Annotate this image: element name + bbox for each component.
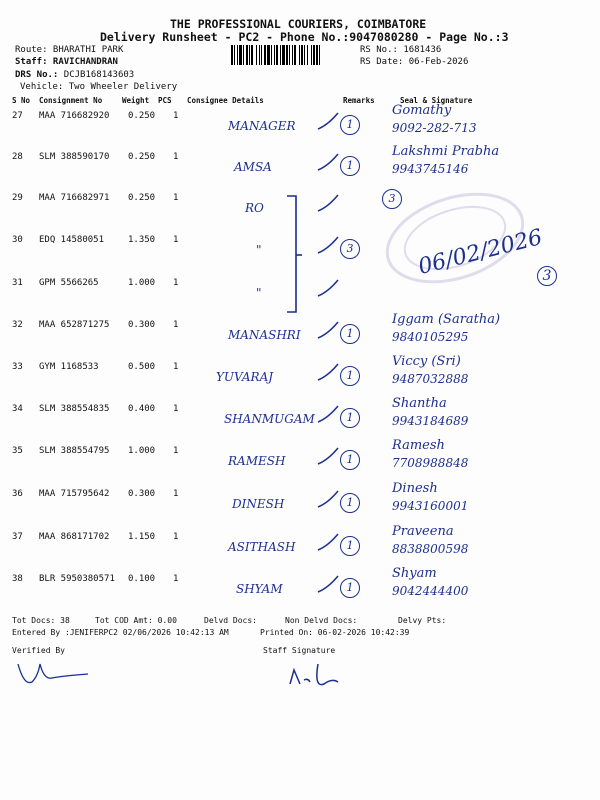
cell-sno: 31 <box>12 278 23 288</box>
cell-sno: 36 <box>12 489 23 499</box>
printed-on: Printed On: 06-02-2026 10:42:39 <box>260 628 410 637</box>
tot-docs: Tot Docs: 38 <box>12 616 70 625</box>
cell-consignment: MAA 652871275 <box>39 320 110 330</box>
drs-value: DCJB168143603 <box>63 70 135 80</box>
cell-consignment: GYM 1168533 <box>39 362 99 372</box>
cell-consignment: BLR 5950380571 <box>39 574 115 584</box>
consignee-handwriting: YUVARAJ <box>216 370 274 384</box>
cell-weight: 0.300 <box>128 489 156 499</box>
col-pcs: PCS <box>158 96 172 105</box>
cell-pcs: 1 <box>173 152 179 162</box>
signature-phone: 9487032888 <box>392 372 469 386</box>
cell-pcs: 1 <box>173 362 179 372</box>
signature-name: Lakshmi Prabha <box>392 144 500 159</box>
consignee-handwriting: MANAGER <box>228 119 296 133</box>
col-weight: Weight <box>122 96 150 105</box>
cell-weight: 0.250 <box>128 111 156 121</box>
cell-weight: 0.250 <box>128 152 156 162</box>
remark-circle: 3 <box>382 189 402 209</box>
cell-sno: 34 <box>12 404 23 414</box>
delivery-date-signature: 06/02/2026 <box>415 225 545 280</box>
verifier-signature <box>18 664 88 683</box>
cell-sno: 30 <box>12 235 23 245</box>
consignee-handwriting: MANASHRI <box>228 328 301 342</box>
signature-name: Viccy (Sri) <box>392 354 461 369</box>
consignee-handwriting: RAMESH <box>228 454 286 468</box>
delvd-docs: Delvd Docs: <box>204 616 257 625</box>
cell-pcs: 1 <box>173 446 179 456</box>
company-name: THE PROFESSIONAL COURIERS, COIMBATORE <box>170 17 427 31</box>
cell-consignment: SLM 388554795 <box>39 446 110 456</box>
cell-consignment: MAA 715795642 <box>39 489 110 499</box>
cell-weight: 0.300 <box>128 320 156 330</box>
signature-phone: 9092-282-713 <box>392 121 477 135</box>
staff: Staff: RAVICHANDRAN <box>15 57 118 67</box>
vehicle: Vehicle: Two Wheeler Delivery <box>20 82 178 92</box>
signature-phone: 9840105295 <box>392 330 469 344</box>
cell-pcs: 1 <box>173 235 179 245</box>
remark-circle: 1 <box>340 366 360 386</box>
cell-consignment: EDQ 14580051 <box>39 235 105 245</box>
staff-signature-label: Staff Signature <box>263 646 336 655</box>
staff-signature-mark <box>290 664 338 685</box>
cell-weight: 0.400 <box>128 404 156 414</box>
consignee-handwriting: DINESH <box>232 497 285 511</box>
signature-phone: 9042444400 <box>392 584 469 598</box>
signature-name: Praveena <box>392 524 454 539</box>
consignee-handwriting: RO <box>245 201 264 215</box>
entered-by: Entered By :JENIFERPC2 02/06/2026 10:42:13 AM <box>12 628 229 637</box>
cell-weight: 1.000 <box>128 278 156 288</box>
rs-date: RS Date: 06-Feb-2026 <box>360 57 469 67</box>
consignee-handwriting: " <box>256 243 262 257</box>
cell-consignment: MAA 868171702 <box>39 532 110 542</box>
cell-sno: 38 <box>12 574 23 584</box>
remark-circle: 1 <box>340 324 360 344</box>
cell-pcs: 1 <box>173 489 179 499</box>
remark-circle: 1 <box>340 536 360 556</box>
cell-weight: 0.250 <box>128 193 156 203</box>
rs-number: RS No.: 1681436 <box>360 45 442 55</box>
col-sno: S No <box>12 96 31 105</box>
seal-remark-circle: 3 <box>537 266 557 286</box>
col-remarks: Remarks <box>343 96 375 105</box>
tot-cod: Tot COD Amt: 0.00 <box>95 616 177 625</box>
cell-consignment: SLM 388554835 <box>39 404 110 414</box>
cell-weight: 1.000 <box>128 446 156 456</box>
cell-consignment: MAA 716682971 <box>39 193 110 203</box>
signature-phone: 9943184689 <box>392 414 469 428</box>
cell-weight: 1.350 <box>128 235 156 245</box>
cell-weight: 0.500 <box>128 362 156 372</box>
cell-pcs: 1 <box>173 574 179 584</box>
signature-phone: 9943160001 <box>392 499 469 513</box>
consignee-handwriting: AMSA <box>234 160 272 174</box>
signature-name: Shantha <box>392 396 447 411</box>
cell-pcs: 1 <box>173 193 179 203</box>
cell-sno: 27 <box>12 111 23 121</box>
consignee-handwriting: SHYAM <box>236 582 283 596</box>
non-delvd-docs: Non Delvd Docs: <box>285 616 358 625</box>
consignee-handwriting: " <box>256 286 262 300</box>
cell-weight: 0.100 <box>128 574 156 584</box>
col-consignee: Consignee Details <box>187 96 264 105</box>
cell-consignment: SLM 388590170 <box>39 152 110 162</box>
verified-by-label: Verified By <box>12 646 65 655</box>
cell-pcs: 1 <box>173 111 179 121</box>
col-seal-signature: Seal & Signature <box>400 96 473 105</box>
signature-name: Ramesh <box>392 438 445 453</box>
cell-sno: 32 <box>12 320 23 330</box>
signature-name: Gomathy <box>392 103 452 118</box>
cell-sno: 37 <box>12 532 23 542</box>
cell-sno: 33 <box>12 362 23 372</box>
delvy-pts: Delvy Pts: <box>398 616 447 625</box>
remark-circle: 3 <box>340 239 360 259</box>
signature-name: Iggam (Saratha) <box>392 312 501 327</box>
signature-phone: 9943745146 <box>392 162 469 176</box>
signature-name: Shyam <box>392 566 437 581</box>
remark-circle: 1 <box>340 450 360 470</box>
consignee-handwriting: ASITHASH <box>228 540 296 554</box>
drs-label: DRS No.: <box>15 70 59 80</box>
remark-circle: 1 <box>340 156 360 176</box>
signature-phone: 8838800598 <box>392 542 469 556</box>
route: Route: BHARATHI PARK <box>15 45 124 55</box>
remark-circle: 1 <box>340 408 360 428</box>
cell-consignment: MAA 716682920 <box>39 111 110 121</box>
col-consignment: Consignment No <box>39 96 103 105</box>
cell-pcs: 1 <box>173 320 179 330</box>
remark-circle: 1 <box>340 493 360 513</box>
signature-name: Dinesh <box>392 481 438 496</box>
remark-circle: 1 <box>340 578 360 598</box>
remark-circle: 1 <box>340 115 360 135</box>
cell-pcs: 1 <box>173 532 179 542</box>
runsheet-subtitle: Delivery Runsheet - PC2 - Phone No.:9047080280 - Page No.:3 <box>100 30 509 44</box>
cell-weight: 1.150 <box>128 532 156 542</box>
cell-pcs: 1 <box>173 404 179 414</box>
cell-sno: 35 <box>12 446 23 456</box>
cell-sno: 29 <box>12 193 23 203</box>
consignee-handwriting: SHANMUGAM <box>224 412 315 426</box>
cell-sno: 28 <box>12 152 23 162</box>
cell-consignment: GPM 5566265 <box>39 278 99 288</box>
cell-pcs: 1 <box>173 278 179 288</box>
signature-phone: 7708988848 <box>392 456 469 470</box>
